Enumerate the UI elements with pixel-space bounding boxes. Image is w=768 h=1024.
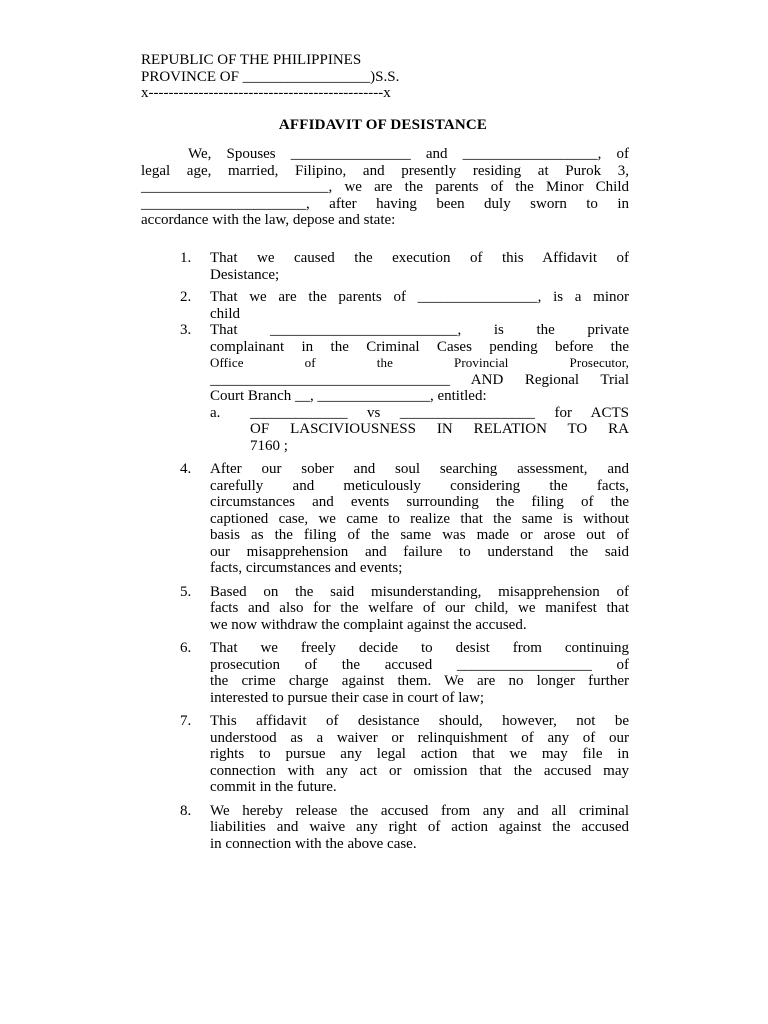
subitem-letter: a. <box>210 404 221 421</box>
statement-item-4 <box>180 461 629 577</box>
item-line: circumstances and events surrounding the filing of the <box>210 494 629 510</box>
item-line: the crime charge against them. We are no longer further <box>210 673 629 689</box>
statement-item-1 <box>180 250 629 283</box>
item-line: liabilities and waive any right of action against the accused <box>210 819 629 835</box>
intro-line: legal age, married, Filipino, and presently residing at Purok 3, <box>141 162 629 179</box>
item-line: That we are the parents of ________________, is a minor <box>210 289 629 305</box>
item-line: in connection with the above case. <box>210 835 417 852</box>
item-number: 7. <box>180 713 192 729</box>
item-line: That _________________________, is the private <box>210 322 629 338</box>
document-title-text: AFFIDAVIT OF DESISTANCE <box>278 117 488 133</box>
header-republic: REPUBLIC OF THE PHILIPPINES <box>141 52 362 68</box>
statement-item-5 <box>180 584 629 634</box>
intro-line: We, Spouses ________________ and __________________, of <box>188 146 629 162</box>
item-line: rights to pursue any legal action that we may file in <box>210 746 629 762</box>
item-line: basis as the filing of the same was made or arose out of <box>210 527 629 543</box>
item-line: connection with any act or omission that the accused may <box>210 762 629 779</box>
item-line: facts and also for the welfare of our child, we manifest that <box>210 600 629 616</box>
item-line: we now withdraw the complaint against the accused. <box>210 616 527 633</box>
item-number: 6. <box>180 640 192 656</box>
intro-line: accordance with the law, depose and state: <box>141 212 396 228</box>
item-line: understood as a waiver or relinquishment of any of our <box>210 729 629 746</box>
item-number: 3. <box>180 322 192 338</box>
item-line: carefully and meticulously considering the facts, <box>210 477 629 494</box>
item-number: 4. <box>180 461 192 477</box>
item-line: This affidavit of desistance should, however, not be <box>210 713 629 729</box>
item-line: We hereby release the accused from any and all criminal <box>210 802 629 819</box>
intro-paragraph <box>141 146 629 229</box>
subitem-line: _____________ vs __________________ for ACTS <box>250 404 629 421</box>
item-number: 2. <box>180 289 192 305</box>
case-title-subitem <box>210 405 629 455</box>
item-line: After our sober and soul searching assessment, and <box>210 461 629 477</box>
subitem-line: OF LASCIVIOUSNESS IN RELATION TO RA <box>250 421 629 437</box>
statement-list <box>180 250 629 852</box>
item-number: 5. <box>180 583 192 600</box>
document-header <box>141 52 441 102</box>
intro-line: _________________________, we are the parents of the Minor Child <box>141 179 629 195</box>
item-line: Desistance; <box>210 266 280 283</box>
item-line: Based on the said misunderstanding, misapprehension of <box>210 583 629 600</box>
item-line: our misapprehension and failure to understand the said <box>210 543 629 560</box>
statement-item-7 <box>180 713 629 796</box>
document-title <box>0 117 768 134</box>
statement-item-8 <box>180 803 629 853</box>
item-line: facts, circumstances and events; <box>210 560 403 576</box>
item-line: Court Branch __, _______________, entitled: <box>210 388 487 404</box>
item-line: prosecution of the accused __________________ of <box>210 656 629 673</box>
item-line: Office of the Provincial Prosecutor, <box>210 355 629 370</box>
header-province: PROVINCE OF _________________)S.S. <box>141 68 400 85</box>
intro-line: ______________________, after having been duly sworn to in <box>141 195 629 212</box>
item-line: That we caused the execution of this Affidavit of <box>210 250 629 266</box>
item-line: child <box>210 305 240 322</box>
statement-item-2 <box>180 289 629 322</box>
item-line: interested to pursue their case in court of law; <box>210 689 485 706</box>
statement-item-6 <box>180 640 629 706</box>
subitem-line: 7160 ; <box>250 437 288 454</box>
item-line: complainant in the Criminal Cases pending before the <box>210 338 629 355</box>
item-number: 1. <box>180 250 192 266</box>
item-line: commit in the future. <box>210 779 337 795</box>
item-line: That we freely decide to desist from continuing <box>210 640 629 656</box>
header-divider: x-----------------------------------------------x <box>141 85 391 101</box>
item-number: 8. <box>180 802 192 819</box>
item-line: captioned case, we came to realize that the same is without <box>210 510 629 527</box>
item-line: ________________________________ AND Regional Trial <box>210 371 629 388</box>
statement-item-3 <box>180 322 629 454</box>
